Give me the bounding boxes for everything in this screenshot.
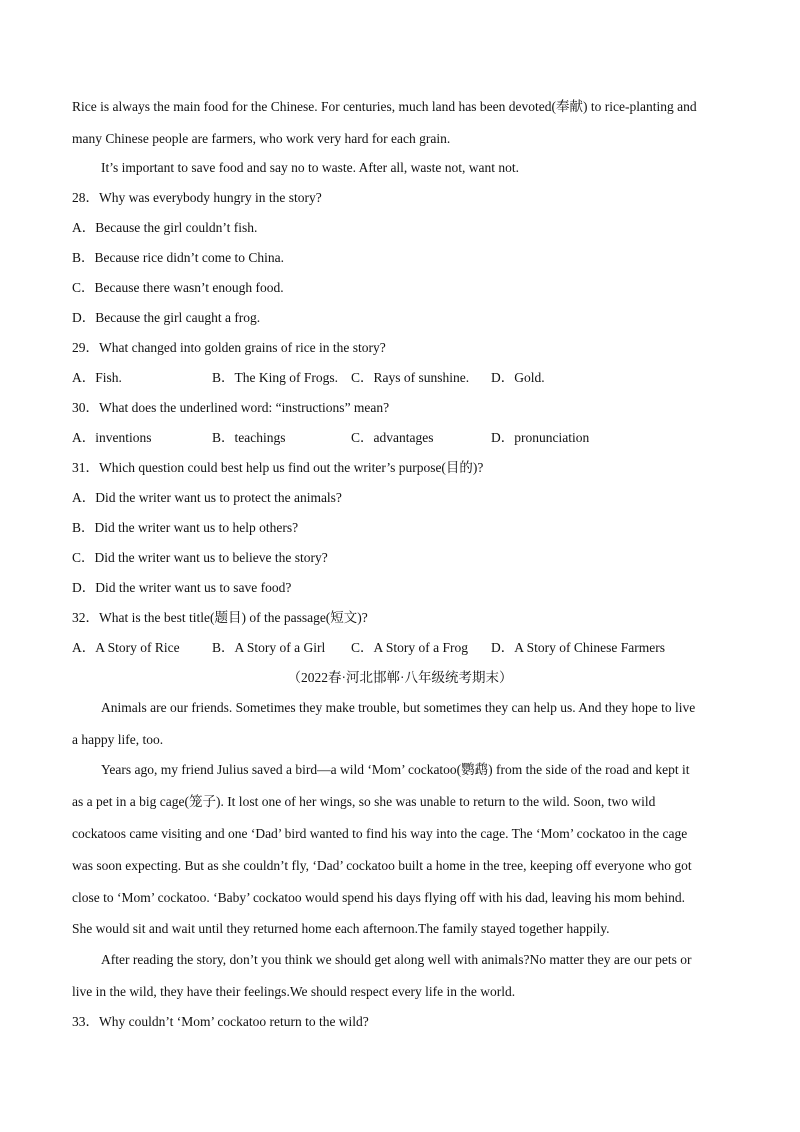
passage2-line: Years ago, my friend Julius saved a bird—a wild ‘Mom’ cockatoo(鹦鹉) from the side of the road and kept it xyxy=(101,762,690,777)
passage2-line: Animals are our friends. Sometimes they make trouble, but sometimes they can help us. And they hope to live xyxy=(101,700,696,715)
q28-option-d: D．Because the girl caught a frog. xyxy=(72,310,261,325)
q29-option-c: C．Rays of sunshine. xyxy=(351,370,470,385)
passage2-line: She would sit and wait until they returned home each afternoon.The family stayed together happily. xyxy=(72,921,610,936)
q31-option-c: C．Did the writer want us to believe the story? xyxy=(72,550,328,565)
q29-option-a: A．Fish. xyxy=(72,370,122,385)
passage2-line: After reading the story, don’t you think we should get along well with animals?No matter they are our pets or xyxy=(101,952,692,967)
question-30-stem: 30．What does the underlined word: “instructions” mean? xyxy=(72,400,390,415)
question-29-stem: 29．What changed into golden grains of rice in the story? xyxy=(72,340,386,355)
source-citation: （2022春·河北邯郸·八年级统考期末） xyxy=(287,670,513,685)
q28-option-c: C．Because there wasn’t enough food. xyxy=(72,280,284,295)
q28-option-a: A．Because the girl couldn’t fish. xyxy=(72,220,258,235)
q28-option-b: B．Because rice didn’t come to China. xyxy=(72,250,284,265)
passage1-line: many Chinese people are farmers, who work very hard for each grain. xyxy=(72,131,451,146)
question-28-stem: 28．Why was everybody hungry in the story? xyxy=(72,190,322,205)
q31-option-b: B．Did the writer want us to help others? xyxy=(72,520,299,535)
question-33-stem: 33．Why couldn’t ‘Mom’ cockatoo return to the wild? xyxy=(72,1014,369,1029)
q32-option-b: B．A Story of a Girl xyxy=(212,640,326,655)
q31-option-d: D．Did the writer want us to save food? xyxy=(72,580,292,595)
question-32-stem: 32．What is the best title(题目) of the passage(短文)? xyxy=(72,610,368,625)
passage1-line: It’s important to save food and say no to waste. After all, waste not, want not. xyxy=(101,160,520,175)
passage2-line: cockatoos came visiting and one ‘Dad’ bird wanted to find his way into the cage. The ‘Mom’ cockatoo in the cage xyxy=(72,826,688,841)
q30-option-c: C．advantages xyxy=(351,430,434,445)
passage2-line: a happy life, too. xyxy=(72,732,164,747)
passage2-line: as a pet in a big cage(笼子). It lost one of her wings, so she was unable to return to the wild. Soon, two wild xyxy=(72,794,656,809)
passage1-line: Rice is always the main food for the Chinese. For centuries, much land has been devoted(奉献) to rice-planting and xyxy=(72,99,697,114)
q32-option-c: C．A Story of a Frog xyxy=(351,640,469,655)
passage2-line: was soon expecting. But as she couldn’t fly, ‘Dad’ cockatoo built a home in the tree, keeping off everyone who got xyxy=(72,858,692,873)
q29-option-d: D．Gold. xyxy=(491,370,545,385)
q30-option-a: A．inventions xyxy=(72,430,152,445)
question-31-stem: 31．Which question could best help us find out the writer’s purpose(目的)? xyxy=(72,460,484,475)
q31-option-a: A．Did the writer want us to protect the animals? xyxy=(72,490,342,505)
passage2-line: close to ‘Mom’ cockatoo. ‘Baby’ cockatoo would spend his days flying off with his dad, leaving his mom behind. xyxy=(72,890,686,905)
q30-option-d: D．pronunciation xyxy=(491,430,590,445)
q29-option-b: B．The King of Frogs. xyxy=(212,370,338,385)
q32-option-a: A．A Story of Rice xyxy=(72,640,180,655)
q30-option-b: B．teachings xyxy=(212,430,286,445)
q32-option-d: D．A Story of Chinese Farmers xyxy=(491,640,665,655)
passage2-line: live in the wild, they have their feelings.We should respect every life in the world. xyxy=(72,984,516,999)
